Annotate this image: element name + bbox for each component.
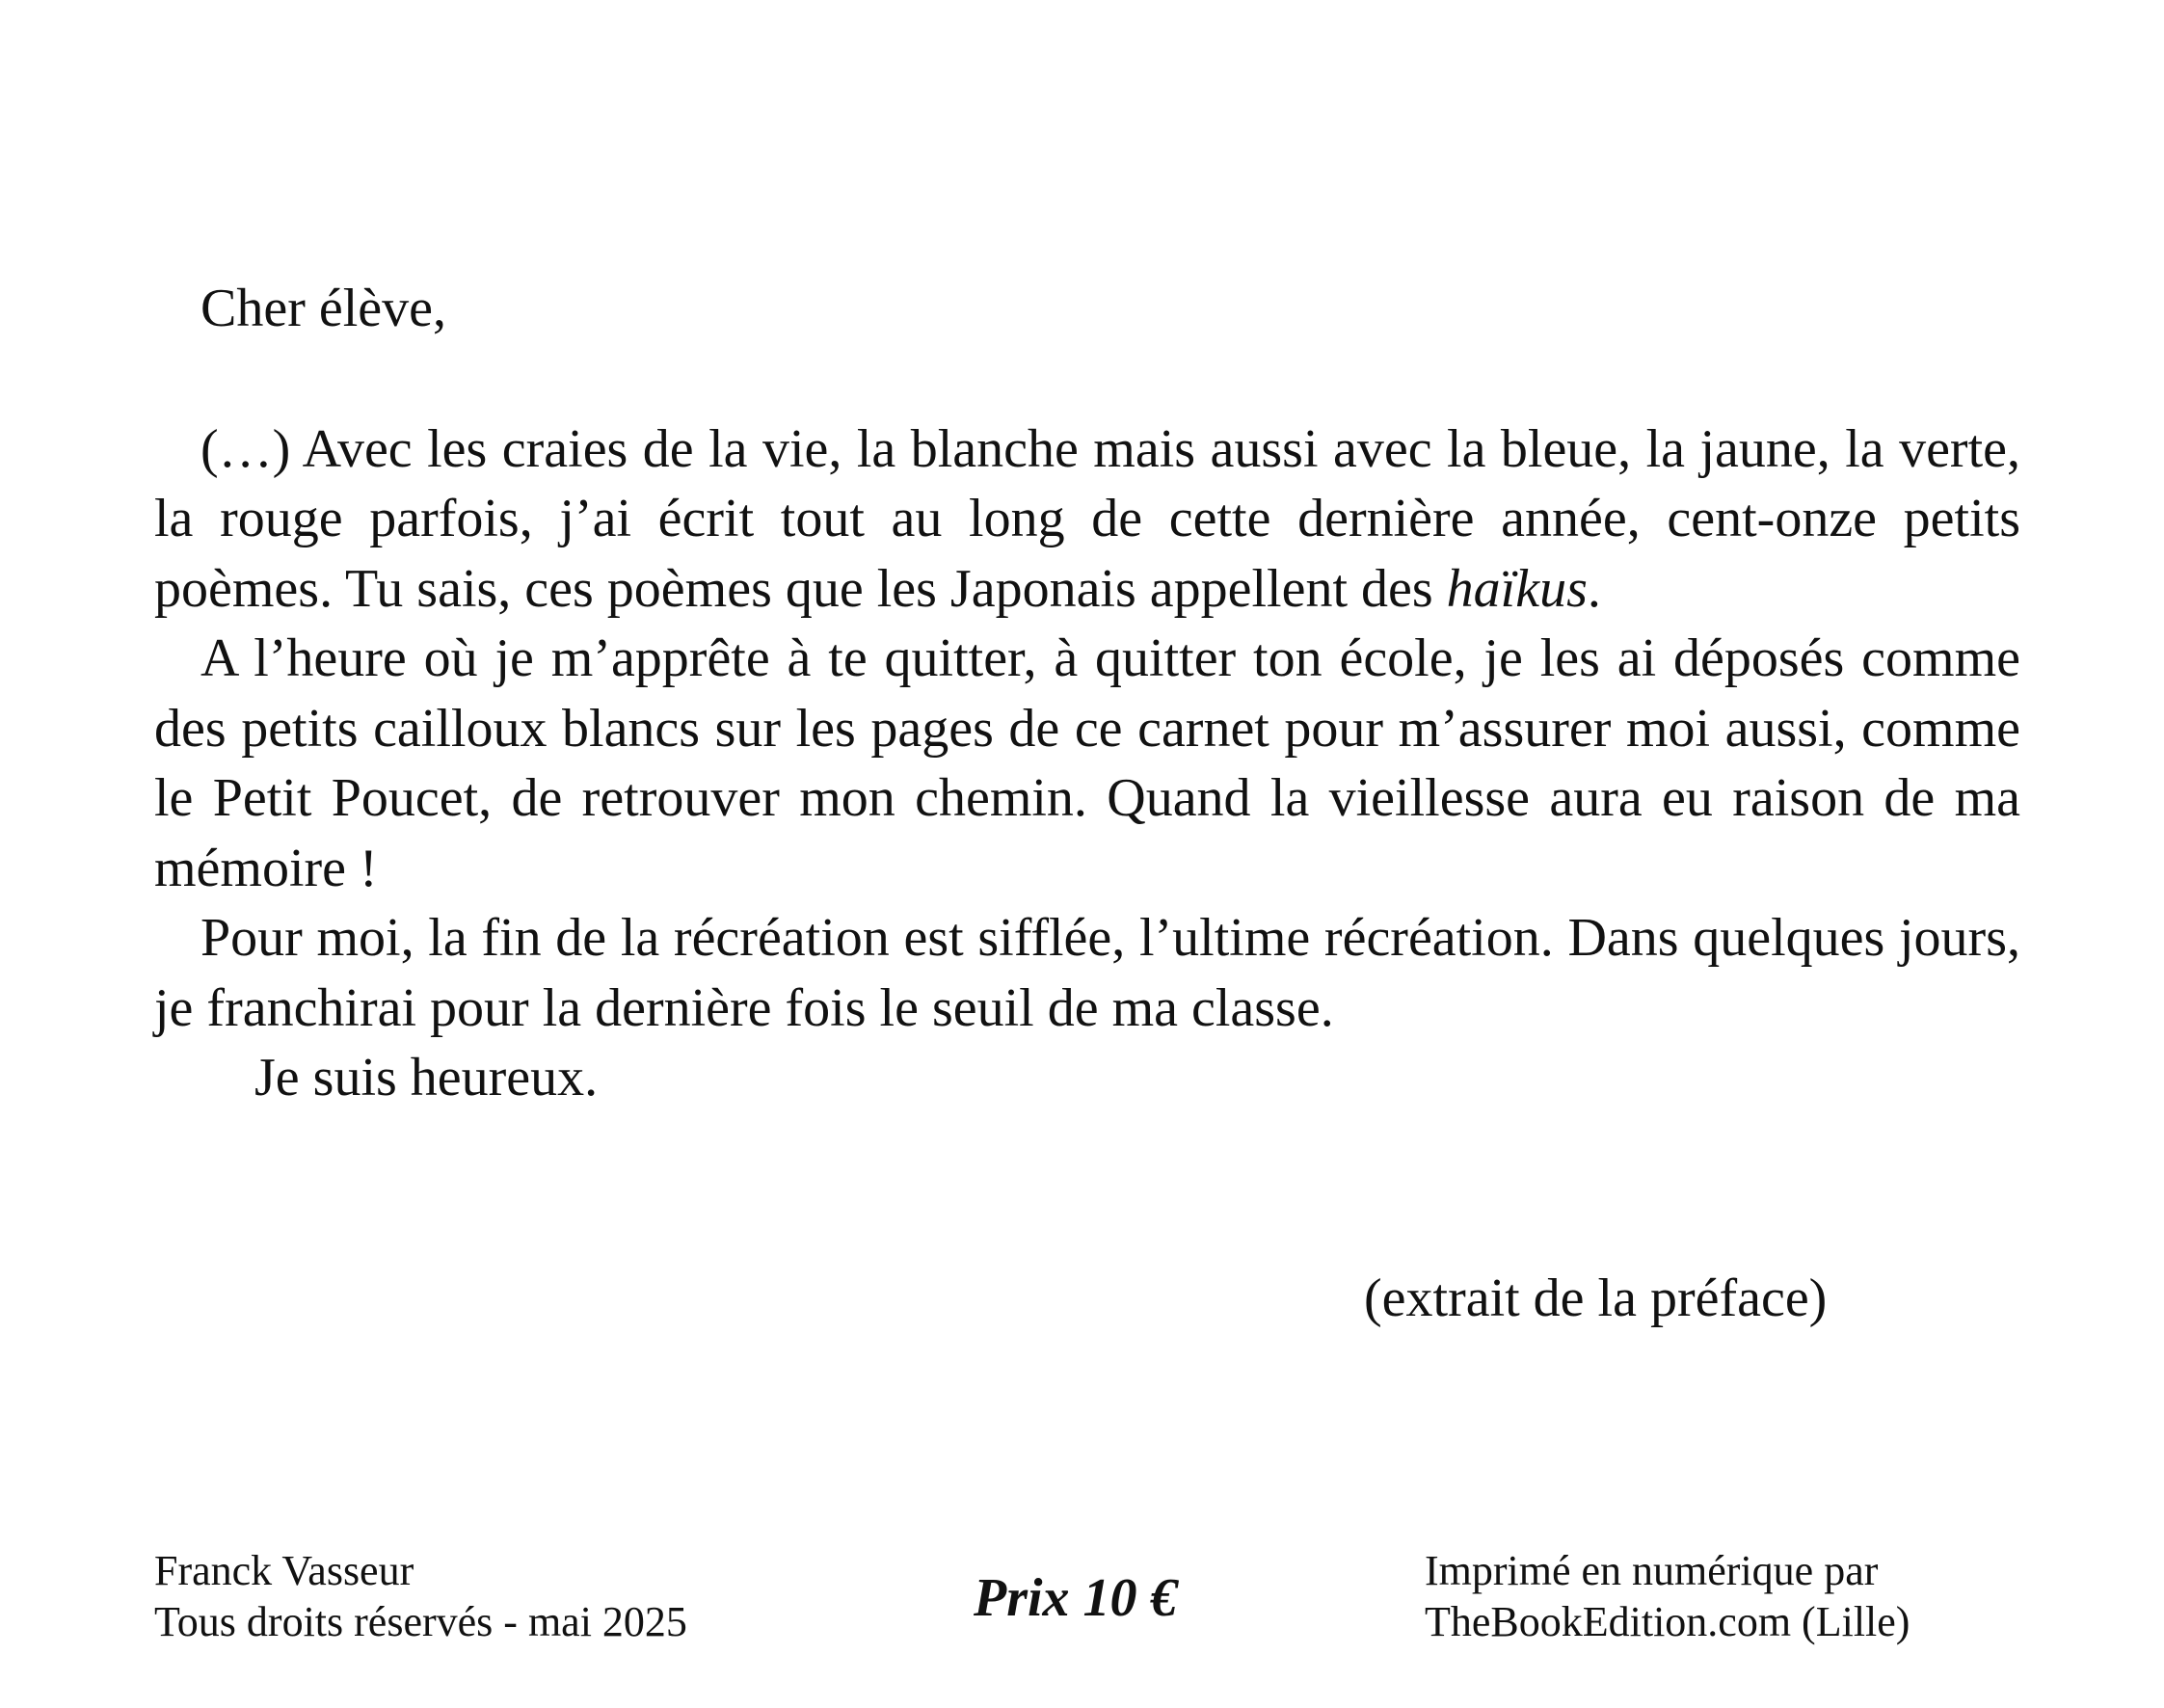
paragraph-recess: Pour moi, la fin de la récréation est sifflée, l’ultime récréation. Dans quelques jours, je franchirai pour la dernière fois le seuil de ma classe. bbox=[154, 908, 2020, 1038]
paragraph-chalks-text: (…) Avec les craies de la vie, la blanche mais aussi avec la bleue, la jaune, la verte, la rouge parfois, j’ai écrit tout au long de cette dernière année, cent-onze petits poèmes. Tu sais, ces poèmes que les Japonais appellent des bbox=[154, 418, 2020, 619]
printer-line-1: Imprimé en numérique par bbox=[1425, 1547, 1879, 1594]
price-label: Prix 10 € bbox=[974, 1568, 1178, 1628]
paragraph-chalks bbox=[154, 414, 2020, 625]
rights-notice: Tous droits réservés - mai 2025 bbox=[154, 1598, 687, 1645]
paragraph-pebbles: A l’heure où je m’apprête à te quitter, à quitter ton école, je les ai déposés comme des petits cailloux blancs sur les pages de ce carnet pour m’assurer moi aussi, comme le Petit Poucet, de retrouver mon chemin. Quand la vieillesse aura eu raison de ma mémoire ! bbox=[154, 628, 2020, 898]
preface-excerpt bbox=[154, 274, 2020, 1113]
haikus-italic-word: haïkus bbox=[1446, 558, 1588, 619]
paragraph-chalks-end: . bbox=[1587, 558, 1601, 619]
printer-line-2: TheBookEdition.com (Lille) bbox=[1425, 1598, 1910, 1645]
footer-author-block bbox=[154, 1545, 687, 1647]
author-name: Franck Vasseur bbox=[154, 1547, 414, 1594]
source-note: (extrait de la préface) bbox=[1364, 1268, 1828, 1328]
closing-line: Je suis heureux. bbox=[254, 1048, 599, 1108]
greeting: Cher élève, bbox=[200, 279, 446, 338]
footer-printer-block bbox=[1425, 1545, 1910, 1647]
